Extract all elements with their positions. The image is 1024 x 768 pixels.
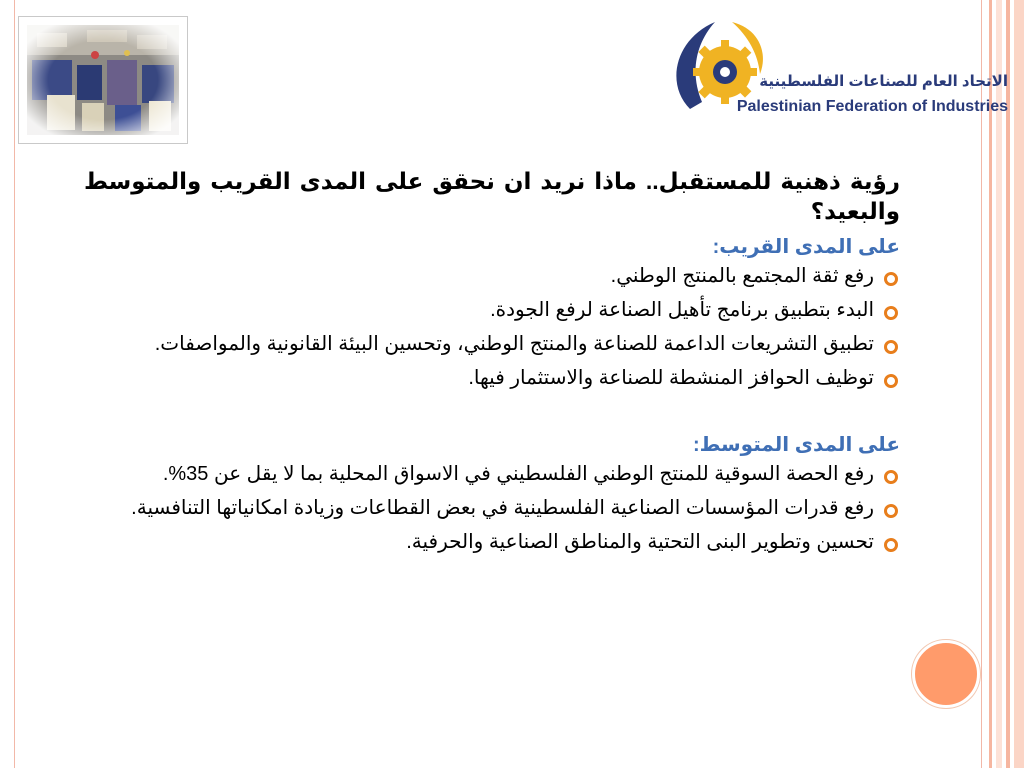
short-term-heading: على المدى القريب: (712, 236, 900, 258)
factory-photo (18, 16, 188, 144)
ring-bullet-icon (884, 272, 898, 286)
federation-logo (668, 14, 1010, 124)
list-item: تحسين وتطوير البنى التحتية والمناطق الصناعية والحرفية. (84, 530, 900, 554)
short-term-list (84, 264, 900, 390)
list-item: رفع ثقة المجتمع بالمنتج الوطني. (84, 264, 900, 288)
ring-bullet-icon (884, 374, 898, 388)
accent-circle (912, 640, 980, 708)
medium-term-list (84, 462, 900, 554)
section-spacer (84, 400, 900, 432)
list-item: رفع الحصة السوقية للمنتج الوطني الفلسطيني في الاسواق المحلية بما لا يقل عن 35%. (84, 462, 900, 486)
medium-term-heading: على المدى المتوسط: (692, 434, 900, 456)
slide-title: رؤية ذهنية للمستقبل.. ماذا نريد ان نحقق على المدى القريب والمتوسط والبعيد؟ (84, 168, 900, 224)
list-item: تطبيق التشريعات الداعمة للصناعة والمنتج الوطني، وتحسين البيئة القانونية والمواصفات. (84, 332, 900, 356)
logo-arabic-name: الاتحاد العام للصناعات الفلسطينية (759, 73, 1008, 90)
ring-bullet-icon (884, 306, 898, 320)
ring-bullet-icon (884, 470, 898, 484)
ring-bullet-icon (884, 504, 898, 518)
ring-bullet-icon (884, 538, 898, 552)
slide-content (84, 166, 900, 564)
logo-english-name: Palestinian Federation of Industries (736, 98, 1008, 115)
list-item: رفع قدرات المؤسسات الصناعية الفلسطينية في بعض القطاعات وزيادة امكانياتها التنافسية. (84, 496, 900, 520)
list-item: توظيف الحوافز المنشطة للصناعة والاستثمار فيها. (84, 366, 900, 390)
factory-photo-image (27, 25, 179, 135)
list-item: البدء بتطبيق برنامج تأهيل الصناعة لرفع الجودة. (84, 298, 900, 322)
ring-bullet-icon (884, 340, 898, 354)
